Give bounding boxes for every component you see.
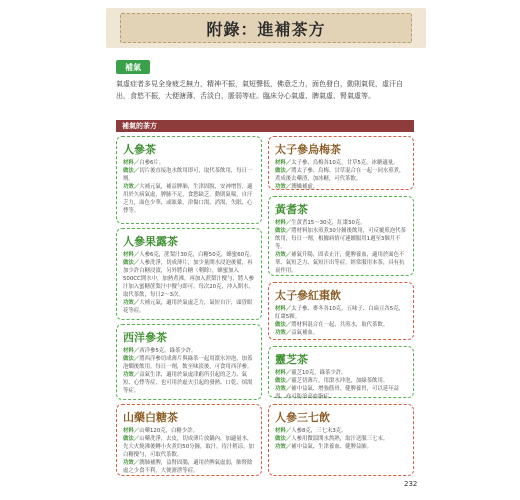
effect-line	[275, 251, 407, 275]
recipe-title: 人參茶	[123, 143, 156, 156]
method-line	[275, 227, 407, 251]
recipe-title: 人參三七飲	[275, 411, 330, 424]
method-label: 做法／	[275, 436, 292, 442]
recipe-card	[116, 136, 262, 224]
effect-label: 功效／	[275, 444, 292, 450]
method-text: 人參用微溫開水熬熟，取汁送服三七末。	[291, 436, 389, 442]
method-text: 人參洗淨，切成薄片，加少量開水浸泡後備，再加少許白糖浸漬，另外將白糖（剩餘），蜂蜜加入500CC開水中，加熱煮沸，再加入蔗梨汁攪勻，將人參汁加入蜜糖蔗梨汁中攪勻即可。每次20克，沖入開水，取代茶飲，每日2～3次。	[123, 260, 255, 298]
effect-line	[275, 443, 407, 451]
recipe-card	[268, 282, 414, 340]
ingredients-line	[275, 219, 407, 227]
effect-label: 功效／	[275, 386, 292, 392]
method-text: 將材料混合在一起，共煎水，取代茶飲。	[291, 322, 389, 328]
ingredients-label: 材料／	[275, 370, 292, 376]
page-title: 附錄：進補茶方	[206, 19, 326, 39]
effect-label: 功效／	[275, 330, 292, 336]
method-label: 做法／	[123, 436, 140, 442]
effect-text: 益氣補血。	[291, 330, 319, 336]
ingredients-line	[275, 427, 407, 435]
ingredients-text: 人參6克，蔗梨汁30克，白糖50克，蜂蜜60克。	[139, 252, 255, 258]
ingredients-label: 材料／	[275, 306, 292, 312]
recipe-title: 山藥白糖茶	[123, 411, 178, 424]
recipe-title: 太子參紅棗飲	[275, 289, 341, 302]
method-text: 切片後直接泡水飲用即可，取代茶飲用，每日一劑。	[123, 168, 253, 182]
ingredients-label: 材料／	[275, 160, 292, 166]
effect-text: 潤燥補虛。	[291, 184, 319, 190]
recipe-card	[268, 404, 414, 476]
method-line	[123, 167, 255, 183]
ingredients-text: 白參6片。	[139, 160, 165, 166]
title-banner	[106, 8, 426, 48]
effect-text: 補中益氣、增強筋骨、健脾養胃，可以延年益壽，亦可防治高血脂症。	[275, 386, 400, 400]
ingredients-label: 材料／	[123, 252, 140, 258]
recipe-card	[268, 196, 414, 276]
ingredients-label: 材料／	[275, 220, 292, 226]
effect-text: 益氣生津，適用於氣虛津虧所引起的乏力、氣短、心悸等症，也可用於虛火引起的發熱、口乾、煩渴等症。	[123, 372, 253, 394]
method-text: 將太子參、烏梅、甘草混合在一起一同水煎煮，煮成後去藥渣，加冰糖，可代茶飲。	[275, 168, 405, 182]
method-label: 做法／	[275, 322, 292, 328]
method-line	[123, 259, 255, 299]
ingredients-text: 山藥120克，白糖少許。	[139, 428, 198, 434]
ingredients-line	[123, 159, 255, 167]
method-label: 做法／	[123, 356, 140, 362]
recipe-title: 人參果露茶	[123, 235, 178, 248]
ingredients-line	[123, 427, 255, 435]
ingredients-text: 靈芝10克，綠茶少許。	[291, 370, 347, 376]
effect-text: 補中益氣、生津養血、健脾益肺。	[291, 444, 373, 450]
recipe-title: 黃耆茶	[275, 203, 308, 216]
method-text: 山藥洗淨，去皮，切成薄片放鍋內，加適量水，先大火燒沸後轉小火煮約50分鐘，取汁，待汁稍涼，加白糖攪勻，可取代茶飲。	[123, 436, 254, 458]
method-line	[275, 435, 407, 443]
method-text: 將材料加水煎煮30分鐘後飲用，可反覆煎泡代茶飲用，每日一劑，根據病情可連續服用1週至3個月不等。	[275, 228, 406, 250]
method-text: 將西洋參切成薄片與綠茶一起用滾水沖泡，加蓋泡燜後飲用。每日一劑，飲至味淡後，可食用西洋參。	[123, 356, 253, 370]
effect-text: 補氣升陽，固表止汗，健脾養血，適用於面色不華、氣短乏力、氣短汗出等症，經常服用本茶，具有抗衰作用。	[275, 252, 405, 274]
ingredients-line	[275, 305, 407, 321]
effect-text: 潤肺補脾，益腎固腸，適用於脾氣虛弱，肺腎陰虛之少食不利，大便溏泄等症。	[123, 460, 253, 474]
effect-line	[123, 299, 255, 315]
method-line	[275, 167, 407, 183]
method-label: 做法／	[123, 260, 140, 266]
ingredients-line	[123, 251, 255, 259]
effect-line	[275, 385, 407, 401]
method-line	[123, 355, 255, 371]
ingredients-line	[275, 369, 407, 377]
effect-label: 功效／	[123, 372, 140, 378]
ingredients-label: 材料／	[123, 428, 140, 434]
method-line	[123, 435, 255, 459]
ingredients-text: 太子參、麥冬各10克，五味子、白扁豆各5克，紅棗5顆。	[275, 306, 404, 320]
method-label: 做法／	[123, 168, 140, 174]
recipe-card	[268, 346, 414, 398]
category-tag: 補氣	[116, 60, 150, 74]
page-number: 232	[404, 480, 418, 488]
effect-label: 功效／	[275, 252, 292, 258]
method-label: 做法／	[275, 378, 292, 384]
ingredients-text: 生黃耆15～30克，紅棗30克。	[291, 220, 366, 226]
recipe-card	[268, 136, 414, 190]
ingredients-text: 西洋參5克，綠茶少許。	[139, 348, 197, 354]
effect-line	[275, 329, 407, 337]
effect-text: 大補元氣，適用於氣虛乏力，氣短自汗，頭昏眼花等症。	[123, 300, 253, 314]
method-text: 靈芝切薄片，用滾水沖泡，加綠茶飲用。	[291, 378, 389, 384]
effect-label: 功效／	[123, 184, 140, 190]
method-label: 做法／	[275, 228, 292, 234]
effect-label: 功效／	[275, 184, 292, 190]
ingredients-label: 材料／	[123, 348, 140, 354]
recipe-title: 太子參烏梅茶	[275, 143, 341, 156]
ingredients-line	[123, 347, 255, 355]
ingredients-text: 太子參，烏梅各10克，甘草5克，冰糖適量。	[291, 160, 399, 166]
recipe-title: 靈芝茶	[275, 353, 308, 366]
effect-line	[123, 183, 255, 215]
method-line	[275, 377, 407, 385]
recipe-card	[116, 228, 262, 320]
title-banner-inner	[120, 13, 412, 43]
recipe-title: 西洋參茶	[123, 331, 167, 344]
ingredients-text: 人參8克，三七末3克。	[291, 428, 347, 434]
effect-label: 功效／	[123, 300, 140, 306]
method-label: 做法／	[275, 168, 292, 174]
method-line	[275, 321, 407, 329]
ingredients-label: 材料／	[123, 160, 140, 166]
effect-line	[123, 459, 255, 475]
ingredients-label: 材料／	[275, 428, 292, 434]
effect-line	[123, 371, 255, 395]
effect-line	[275, 183, 407, 191]
recipe-card	[116, 324, 262, 400]
ingredients-line	[275, 159, 407, 167]
section-header: 補氣的茶方	[116, 120, 414, 132]
intro-paragraph: 氣虛症者多見全身疲乏無力，精神不振，氣短聲低，佛意乏力，面色發白，動則氣促，虛汗自出，食慾不振，大便溏薄，舌淡白，脈弱等症。臨床分心氣虛、脾氣虛、腎氣虛等。	[116, 80, 403, 100]
effect-label: 功效／	[123, 460, 140, 466]
recipe-card	[116, 404, 262, 476]
effect-text: 大補元氣，補益脾肺，生津固脫，安神增智，適用於久病氣虛，脾肺不足，食慾缺乏，動則氣喘，自汗乏力，面色少華，或眩暈，津傷口渴、消渴、失眠、心悸等。	[123, 184, 253, 214]
